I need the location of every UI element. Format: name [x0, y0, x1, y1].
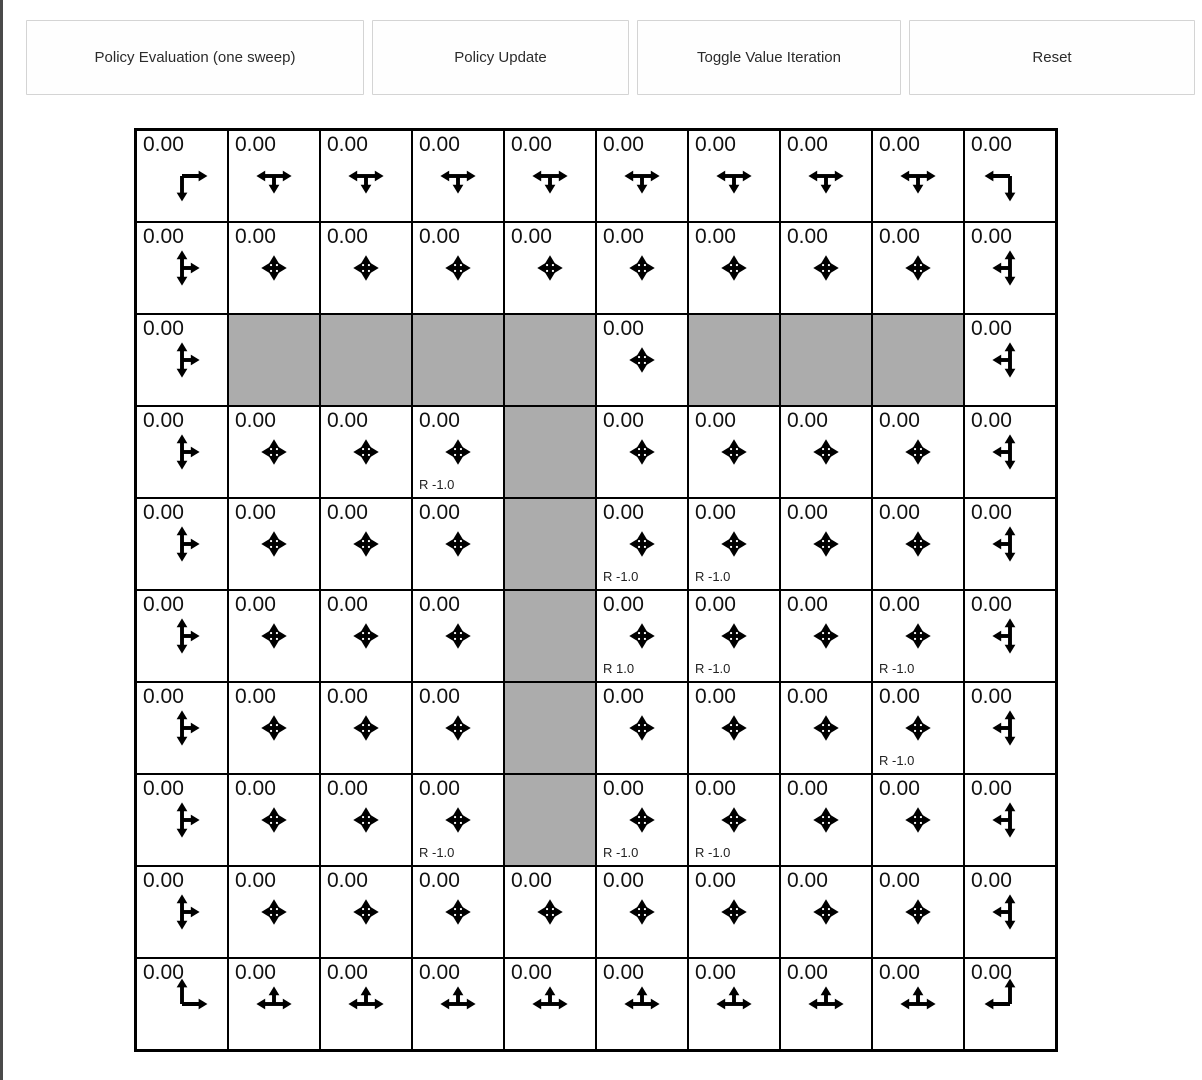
- cell-value: 0.00: [511, 961, 552, 984]
- policy-arrows-icon: [321, 683, 411, 773]
- cell-value: 0.00: [143, 593, 184, 616]
- cell-value: 0.00: [879, 225, 920, 248]
- grid-cell[interactable]: [688, 958, 780, 1050]
- policy-arrows-icon: [781, 959, 871, 1049]
- grid-cell[interactable]: [964, 406, 1056, 498]
- cell-value: 0.00: [787, 593, 828, 616]
- cell-value: 0.00: [787, 869, 828, 892]
- grid-cell[interactable]: [688, 222, 780, 314]
- cell-value: 0.00: [419, 225, 460, 248]
- grid-cell[interactable]: [596, 314, 688, 406]
- cell-value: 0.00: [603, 869, 644, 892]
- cell-value: 0.00: [327, 225, 368, 248]
- policy-arrows-icon: [873, 867, 963, 957]
- cell-value: 0.00: [143, 133, 184, 156]
- policy-arrows-icon: [873, 775, 963, 865]
- cell-value: 0.00: [695, 777, 736, 800]
- grid-cell[interactable]: [136, 406, 228, 498]
- grid-cell[interactable]: [872, 774, 964, 866]
- policy-arrows-icon: [873, 223, 963, 313]
- cell-value: 0.00: [327, 133, 368, 156]
- cell-value: 0.00: [879, 133, 920, 156]
- wall-cell[interactable]: [228, 314, 320, 406]
- grid-cell[interactable]: [136, 682, 228, 774]
- grid-cell[interactable]: [228, 958, 320, 1050]
- policy-arrows-icon: [965, 867, 1055, 957]
- grid-cell[interactable]: [136, 498, 228, 590]
- cell-reward: R -1.0: [695, 569, 731, 584]
- policy-arrows-icon: [965, 407, 1055, 497]
- policy-arrows-icon: [597, 683, 687, 773]
- cell-value: 0.00: [419, 133, 460, 156]
- policy-arrows-icon: [505, 223, 595, 313]
- grid-cell[interactable]: [320, 774, 412, 866]
- cell-value: 0.00: [879, 961, 920, 984]
- cell-value: 0.00: [327, 409, 368, 432]
- cell-value: 0.00: [511, 133, 552, 156]
- cell-value: 0.00: [419, 961, 460, 984]
- policy-arrows-icon: [321, 223, 411, 313]
- grid-cell[interactable]: [320, 130, 412, 222]
- wall-cell[interactable]: [320, 314, 412, 406]
- policy-arrows-icon: [873, 959, 963, 1049]
- grid-cell[interactable]: [780, 498, 872, 590]
- grid-cell[interactable]: [964, 222, 1056, 314]
- cell-reward: R -1.0: [419, 845, 455, 860]
- cell-value: 0.00: [879, 593, 920, 616]
- cell-value: 0.00: [419, 409, 460, 432]
- grid-cell[interactable]: [872, 130, 964, 222]
- wall-cell[interactable]: [872, 314, 964, 406]
- cell-value: 0.00: [971, 777, 1012, 800]
- policy-arrows-icon: [229, 223, 319, 313]
- grid-cell[interactable]: [780, 774, 872, 866]
- grid-cell[interactable]: [136, 130, 228, 222]
- policy-arrows-icon: [781, 407, 871, 497]
- cell-value: 0.00: [971, 593, 1012, 616]
- policy-arrows-icon: [965, 499, 1055, 589]
- policy-arrows-icon: [229, 959, 319, 1049]
- cell-value: 0.00: [879, 501, 920, 524]
- grid-cell[interactable]: [872, 590, 964, 682]
- policy-evaluation-button[interactable]: Policy Evaluation (one sweep): [26, 20, 364, 95]
- policy-arrows-icon: [505, 959, 595, 1049]
- cell-value: 0.00: [971, 685, 1012, 708]
- grid-cell[interactable]: [688, 130, 780, 222]
- policy-arrows-icon: [965, 223, 1055, 313]
- grid-cell[interactable]: [412, 590, 504, 682]
- toolbar: [26, 20, 1195, 95]
- cell-reward: R -1.0: [603, 845, 639, 860]
- grid-cell[interactable]: [780, 866, 872, 958]
- policy-arrows-icon: [873, 407, 963, 497]
- cell-value: 0.00: [143, 869, 184, 892]
- grid-cell[interactable]: [872, 222, 964, 314]
- policy-arrows-icon: [321, 131, 411, 221]
- cell-value: 0.00: [511, 869, 552, 892]
- policy-arrows-icon: [413, 131, 503, 221]
- cell-value: 0.00: [419, 685, 460, 708]
- grid-cell[interactable]: [412, 130, 504, 222]
- policy-arrows-icon: [137, 499, 227, 589]
- grid-cell[interactable]: [412, 682, 504, 774]
- cell-value: 0.00: [787, 409, 828, 432]
- cell-value: 0.00: [603, 133, 644, 156]
- cell-value: 0.00: [787, 685, 828, 708]
- policy-arrows-icon: [413, 959, 503, 1049]
- cell-value: 0.00: [879, 869, 920, 892]
- grid-cell[interactable]: [412, 222, 504, 314]
- cell-value: 0.00: [327, 869, 368, 892]
- grid-cell[interactable]: [412, 406, 504, 498]
- policy-arrows-icon: [137, 407, 227, 497]
- grid-cell[interactable]: [412, 866, 504, 958]
- grid-cell[interactable]: [136, 314, 228, 406]
- wall-cell[interactable]: [780, 314, 872, 406]
- policy-arrows-icon: [229, 591, 319, 681]
- gridworld-grid: [134, 128, 1058, 1052]
- cell-reward: R -1.0: [419, 477, 455, 492]
- cell-value: 0.00: [327, 685, 368, 708]
- policy-arrows-icon: [321, 959, 411, 1049]
- grid-cell[interactable]: [320, 590, 412, 682]
- grid-cell[interactable]: [872, 406, 964, 498]
- wall-cell[interactable]: [504, 682, 596, 774]
- grid-cell[interactable]: [228, 682, 320, 774]
- cell-value: 0.00: [787, 961, 828, 984]
- grid-cell[interactable]: [872, 682, 964, 774]
- policy-arrows-icon: [965, 683, 1055, 773]
- policy-arrows-icon: [229, 131, 319, 221]
- grid-cell[interactable]: [320, 222, 412, 314]
- cell-value: 0.00: [603, 777, 644, 800]
- cell-value: 0.00: [971, 225, 1012, 248]
- cell-value: 0.00: [971, 409, 1012, 432]
- grid-cell[interactable]: [596, 498, 688, 590]
- cell-value: 0.00: [695, 869, 736, 892]
- cell-value: 0.00: [235, 777, 276, 800]
- policy-arrows-icon: [137, 131, 227, 221]
- policy-arrows-icon: [505, 131, 595, 221]
- policy-arrows-icon: [229, 683, 319, 773]
- policy-arrows-icon: [781, 223, 871, 313]
- cell-value: 0.00: [695, 501, 736, 524]
- grid-cell[interactable]: [688, 866, 780, 958]
- policy-arrows-icon: [229, 499, 319, 589]
- grid-cell[interactable]: [504, 222, 596, 314]
- policy-arrows-icon: [965, 591, 1055, 681]
- grid-cell[interactable]: [412, 958, 504, 1050]
- grid-cell[interactable]: [780, 406, 872, 498]
- cell-value: 0.00: [603, 685, 644, 708]
- policy-arrows-icon: [321, 499, 411, 589]
- grid-cell[interactable]: [412, 774, 504, 866]
- cell-value: 0.00: [971, 961, 1012, 984]
- cell-value: 0.00: [143, 685, 184, 708]
- cell-value: 0.00: [143, 777, 184, 800]
- cell-value: 0.00: [787, 501, 828, 524]
- grid-cell[interactable]: [688, 406, 780, 498]
- grid-cell[interactable]: [780, 130, 872, 222]
- policy-arrows-icon: [965, 315, 1055, 405]
- cell-value: 0.00: [143, 225, 184, 248]
- cell-value: 0.00: [327, 777, 368, 800]
- cell-value: 0.00: [695, 225, 736, 248]
- cell-value: 0.00: [695, 133, 736, 156]
- cell-value: 0.00: [787, 225, 828, 248]
- cell-value: 0.00: [971, 133, 1012, 156]
- policy-arrows-icon: [229, 867, 319, 957]
- grid-cell[interactable]: [136, 222, 228, 314]
- policy-arrows-icon: [137, 223, 227, 313]
- cell-value: 0.00: [419, 501, 460, 524]
- grid-cell[interactable]: [136, 866, 228, 958]
- cell-value: 0.00: [603, 225, 644, 248]
- grid-cell[interactable]: [320, 866, 412, 958]
- cell-value: 0.00: [327, 593, 368, 616]
- policy-arrows-icon: [597, 959, 687, 1049]
- cell-value: 0.00: [603, 317, 644, 340]
- reset-button[interactable]: Reset: [909, 20, 1195, 95]
- grid-cell[interactable]: [872, 498, 964, 590]
- cell-reward: R -1.0: [695, 661, 731, 676]
- cell-value: 0.00: [695, 961, 736, 984]
- policy-arrows-icon: [689, 407, 779, 497]
- grid-cell[interactable]: [872, 958, 964, 1050]
- policy-arrows-icon: [689, 959, 779, 1049]
- policy-arrows-icon: [137, 591, 227, 681]
- policy-arrows-icon: [321, 591, 411, 681]
- policy-arrows-icon: [321, 867, 411, 957]
- policy-arrows-icon: [413, 223, 503, 313]
- cell-value: 0.00: [971, 869, 1012, 892]
- grid-cell[interactable]: [320, 958, 412, 1050]
- grid-cell[interactable]: [596, 222, 688, 314]
- policy-arrows-icon: [965, 959, 1055, 1049]
- cell-value: 0.00: [787, 777, 828, 800]
- grid-cell[interactable]: [964, 130, 1056, 222]
- policy-arrows-icon: [413, 591, 503, 681]
- policy-arrows-icon: [137, 867, 227, 957]
- policy-arrows-icon: [137, 959, 227, 1049]
- grid-cell[interactable]: [228, 406, 320, 498]
- cell-value: 0.00: [143, 409, 184, 432]
- policy-arrows-icon: [781, 683, 871, 773]
- grid-cell[interactable]: [136, 590, 228, 682]
- grid-cell[interactable]: [596, 774, 688, 866]
- wall-cell[interactable]: [504, 498, 596, 590]
- policy-arrows-icon: [413, 499, 503, 589]
- grid-cell[interactable]: [688, 774, 780, 866]
- cell-value: 0.00: [235, 501, 276, 524]
- grid-cell[interactable]: [320, 498, 412, 590]
- cell-value: 0.00: [695, 409, 736, 432]
- grid-cell[interactable]: [964, 590, 1056, 682]
- policy-arrows-icon: [597, 315, 687, 405]
- grid-cell[interactable]: [964, 774, 1056, 866]
- cell-value: 0.00: [419, 777, 460, 800]
- policy-arrows-icon: [137, 315, 227, 405]
- cell-value: 0.00: [603, 501, 644, 524]
- grid-cell[interactable]: [228, 498, 320, 590]
- grid-cell[interactable]: [688, 682, 780, 774]
- wall-cell[interactable]: [412, 314, 504, 406]
- cell-reward: R -1.0: [603, 569, 639, 584]
- wall-cell[interactable]: [504, 590, 596, 682]
- cell-value: 0.00: [787, 133, 828, 156]
- cell-value: 0.00: [235, 133, 276, 156]
- wall-cell[interactable]: [504, 774, 596, 866]
- grid-cell[interactable]: [596, 958, 688, 1050]
- grid-cell[interactable]: [504, 958, 596, 1050]
- wall-cell[interactable]: [504, 406, 596, 498]
- grid-cell[interactable]: [964, 498, 1056, 590]
- policy-arrows-icon: [597, 867, 687, 957]
- cell-value: 0.00: [511, 225, 552, 248]
- toggle-value-iteration-button[interactable]: Toggle Value Iteration: [637, 20, 901, 95]
- policy-arrows-icon: [781, 591, 871, 681]
- wall-cell[interactable]: [688, 314, 780, 406]
- policy-arrows-icon: [321, 775, 411, 865]
- grid-cell[interactable]: [228, 774, 320, 866]
- cell-value: 0.00: [695, 685, 736, 708]
- policy-arrows-icon: [505, 867, 595, 957]
- grid-cell[interactable]: [964, 866, 1056, 958]
- cell-value: 0.00: [879, 409, 920, 432]
- grid-cell[interactable]: [504, 130, 596, 222]
- cell-value: 0.00: [603, 593, 644, 616]
- cell-reward: R 1.0: [603, 661, 635, 676]
- policy-arrows-icon: [137, 683, 227, 773]
- grid-cell[interactable]: [412, 498, 504, 590]
- policy-arrows-icon: [229, 775, 319, 865]
- grid-cell[interactable]: [228, 130, 320, 222]
- cell-reward: R -1.0: [879, 661, 915, 676]
- cell-value: 0.00: [143, 961, 184, 984]
- cell-value: 0.00: [235, 869, 276, 892]
- grid-cell[interactable]: [228, 866, 320, 958]
- policy-arrows-icon: [689, 223, 779, 313]
- cell-value: 0.00: [235, 409, 276, 432]
- policy-arrows-icon: [413, 683, 503, 773]
- grid-cell[interactable]: [228, 590, 320, 682]
- policy-arrows-icon: [597, 131, 687, 221]
- policy-arrows-icon: [597, 223, 687, 313]
- policy-arrows-icon: [781, 499, 871, 589]
- policy-arrows-icon: [597, 407, 687, 497]
- window-left-edge: [0, 0, 3, 1080]
- cell-reward: R -1.0: [879, 753, 915, 768]
- cell-value: 0.00: [327, 961, 368, 984]
- grid-cell[interactable]: [320, 682, 412, 774]
- cell-value: 0.00: [879, 777, 920, 800]
- grid-cell[interactable]: [780, 590, 872, 682]
- cell-value: 0.00: [235, 225, 276, 248]
- policy-arrows-icon: [781, 131, 871, 221]
- cell-value: 0.00: [419, 593, 460, 616]
- grid-cell[interactable]: [964, 958, 1056, 1050]
- cell-value: 0.00: [695, 593, 736, 616]
- cell-value: 0.00: [235, 593, 276, 616]
- policy-arrows-icon: [689, 683, 779, 773]
- cell-value: 0.00: [235, 685, 276, 708]
- policy-arrows-icon: [229, 407, 319, 497]
- cell-value: 0.00: [235, 961, 276, 984]
- policy-arrows-icon: [873, 499, 963, 589]
- policy-arrows-icon: [413, 867, 503, 957]
- policy-arrows-icon: [689, 131, 779, 221]
- grid-cell[interactable]: [596, 682, 688, 774]
- policy-arrows-icon: [965, 775, 1055, 865]
- grid-cell[interactable]: [688, 498, 780, 590]
- policy-arrows-icon: [965, 131, 1055, 221]
- grid-cell[interactable]: [136, 774, 228, 866]
- grid-cell[interactable]: [596, 130, 688, 222]
- grid-cell[interactable]: [320, 406, 412, 498]
- cell-value: 0.00: [143, 317, 184, 340]
- cell-value: 0.00: [603, 409, 644, 432]
- policy-arrows-icon: [689, 867, 779, 957]
- policy-arrows-icon: [321, 407, 411, 497]
- policy-arrows-icon: [781, 775, 871, 865]
- cell-value: 0.00: [971, 501, 1012, 524]
- grid-cell[interactable]: [504, 866, 596, 958]
- cell-value: 0.00: [143, 501, 184, 524]
- policy-arrows-icon: [873, 131, 963, 221]
- cell-value: 0.00: [879, 685, 920, 708]
- policy-arrows-icon: [137, 775, 227, 865]
- policy-update-button[interactable]: Policy Update: [372, 20, 629, 95]
- cell-reward: R -1.0: [695, 845, 731, 860]
- grid-cell[interactable]: [228, 222, 320, 314]
- cell-value: 0.00: [971, 317, 1012, 340]
- grid-cell[interactable]: [780, 222, 872, 314]
- grid-cell[interactable]: [780, 682, 872, 774]
- grid-cell[interactable]: [872, 866, 964, 958]
- policy-arrows-icon: [781, 867, 871, 957]
- wall-cell[interactable]: [504, 314, 596, 406]
- grid-cell[interactable]: [964, 314, 1056, 406]
- grid-cell[interactable]: [688, 590, 780, 682]
- cell-value: 0.00: [419, 869, 460, 892]
- grid-cell[interactable]: [596, 866, 688, 958]
- grid-cell[interactable]: [780, 958, 872, 1050]
- cell-value: 0.00: [603, 961, 644, 984]
- cell-value: 0.00: [327, 501, 368, 524]
- grid-cell[interactable]: [596, 590, 688, 682]
- grid-cell[interactable]: [136, 958, 228, 1050]
- grid-cell[interactable]: [596, 406, 688, 498]
- grid-cell[interactable]: [964, 682, 1056, 774]
